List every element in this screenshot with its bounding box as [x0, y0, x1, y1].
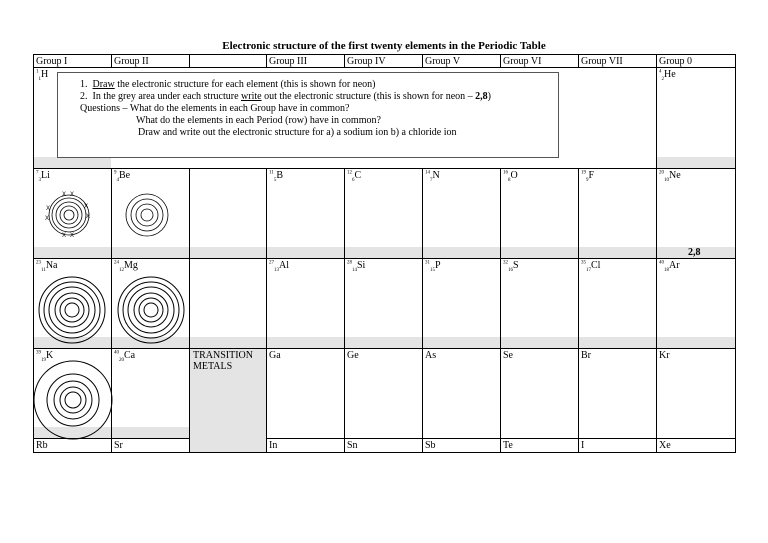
atomic-number: 18 — [664, 268, 669, 273]
element-Be — [114, 170, 130, 182]
group-header-1: Group I — [36, 56, 68, 67]
neon-answer: 2,8 — [688, 247, 701, 258]
atomic-number: 16 — [508, 268, 513, 273]
atomic-number: 10 — [664, 178, 669, 183]
element-O — [503, 170, 518, 182]
instruction-1-number: 1. — [80, 79, 88, 90]
group-header-6: Group VI — [503, 56, 542, 67]
element-As: As — [425, 350, 437, 361]
question-3: Draw and write out the electronic structure for a) a sodium ion b) a chloride ion — [138, 127, 457, 138]
element-symbol: F — [588, 170, 595, 181]
question-2: What do the elements in each Period (row) have in common? — [136, 115, 381, 126]
mass-number: 23 — [36, 260, 41, 266]
svg-text:X: X — [70, 233, 75, 239]
atomic-number: 9 — [586, 178, 589, 183]
svg-text:X: X — [86, 214, 91, 220]
element-symbol: Li — [41, 170, 50, 181]
element-Sn: Sn — [347, 440, 358, 451]
svg-text:X: X — [62, 233, 67, 239]
element-C — [347, 170, 361, 182]
mass-number: 39 — [36, 350, 41, 356]
mass-number: 40 — [114, 350, 119, 356]
instruction-2-neon-config: 2,8 — [475, 91, 488, 102]
mass-number: 16 — [503, 170, 508, 176]
element-symbol: Ar — [669, 260, 680, 271]
element-symbol: C — [354, 170, 362, 181]
element-S — [503, 260, 519, 272]
atomic-number: 14 — [352, 268, 357, 273]
element-Te: Te — [503, 440, 513, 451]
element-symbol: Na — [45, 260, 58, 271]
mass-number: 19 — [581, 170, 586, 176]
instruction-1-draw: Draw — [92, 79, 115, 90]
element-I: I — [581, 440, 585, 451]
atomic-number: 13 — [274, 268, 279, 273]
element-symbol: Si — [357, 260, 366, 271]
atomic-number: 4 — [116, 178, 119, 183]
atomic-number: 19 — [41, 358, 46, 363]
group-header-3: Group III — [269, 56, 308, 67]
mass-number: 14 — [425, 170, 430, 176]
element-Se: Se — [503, 350, 513, 361]
atomic-number: 17 — [586, 268, 591, 273]
element-symbol: Ca — [124, 350, 136, 361]
mass-number: 27 — [269, 260, 274, 266]
element-Ne — [659, 170, 681, 182]
atomic-number: 12 — [119, 268, 124, 273]
atomic-number: 15 — [430, 268, 435, 273]
instruction-2-number: 2. — [80, 91, 88, 102]
element-symbol: H — [41, 69, 49, 80]
element-Ca — [114, 350, 135, 362]
element-Ga: Ga — [269, 350, 281, 361]
mass-number: 24 — [114, 260, 119, 266]
element-Ar — [659, 260, 680, 272]
mass-number: 11 — [269, 170, 274, 176]
element-Al — [269, 260, 289, 272]
group-header-4: Group IV — [347, 56, 386, 67]
element-symbol: Be — [119, 170, 131, 181]
beryllium-shell-drawing — [122, 190, 172, 240]
atomic-number: 3 — [38, 178, 41, 183]
atomic-number: 6 — [352, 178, 355, 183]
svg-text:X: X — [84, 204, 89, 210]
group-header-2: Group II — [114, 56, 149, 67]
mass-number: 32 — [503, 260, 508, 266]
element-symbol: N — [432, 170, 440, 181]
element-symbol: K — [46, 350, 54, 361]
element-symbol: Al — [279, 260, 289, 271]
mass-number: 31 — [425, 260, 430, 266]
svg-text:X: X — [45, 216, 50, 222]
element-Sr: Sr — [114, 440, 123, 451]
element-symbol: Cl — [591, 260, 601, 271]
atomic-number: 5 — [273, 178, 277, 183]
potassium-shell-drawing — [33, 360, 113, 440]
element-Na — [36, 260, 58, 272]
question-1: Questions – What do the elements in each Group have in common? — [80, 103, 350, 114]
atomic-number: 8 — [508, 178, 511, 183]
mass-number: 4 — [659, 69, 662, 75]
element-symbol: He — [664, 69, 676, 80]
element-symbol: P — [435, 260, 441, 271]
element-In: In — [269, 440, 278, 451]
element-Rb: Rb — [36, 440, 48, 451]
element-Cl — [581, 260, 600, 272]
atomic-number: 2 — [661, 77, 664, 82]
element-symbol: S — [513, 260, 519, 271]
sodium-shell-drawing — [37, 275, 107, 345]
mass-number: 35 — [581, 260, 586, 266]
element-He — [659, 69, 676, 81]
element-Xe: Xe — [659, 440, 671, 451]
element-symbol: Ne — [669, 170, 681, 181]
element-symbol: O — [510, 170, 518, 181]
grey-area-row1-left — [34, 157, 111, 168]
atomic-number: 20 — [119, 358, 124, 363]
element-Li — [36, 170, 50, 182]
mass-number: 28 — [347, 260, 352, 266]
instruction-2-text-b: out the electronic structure (this is shown for neon – — [261, 91, 476, 102]
mass-number: 12 — [347, 170, 352, 176]
element-Kr: Kr — [659, 350, 670, 361]
lithium-shell-drawing — [44, 190, 94, 240]
element-F — [581, 170, 594, 182]
grey-area-row2 — [34, 247, 735, 258]
instructions-box — [57, 72, 559, 158]
instruction-2-text-a: In the grey area under each structure — [92, 91, 242, 102]
element-N — [425, 170, 440, 182]
atomic-number: 11 — [41, 268, 46, 273]
group-header-7: Group VII — [581, 56, 623, 67]
transition-metals-label: TRANSITION METALS — [193, 350, 253, 372]
element-symbol: Mg — [124, 260, 138, 271]
instruction-2-write: write — [241, 91, 262, 102]
group-header-0: Group 0 — [659, 56, 693, 67]
element-Br: Br — [581, 350, 591, 361]
magnesium-shell-drawing — [116, 275, 186, 345]
grey-area-row1-right — [657, 157, 735, 168]
atomic-number: 7 — [430, 178, 433, 183]
svg-text:X: X — [46, 206, 51, 212]
element-H — [36, 69, 48, 81]
element-P — [425, 260, 441, 272]
mass-number: 7 — [36, 170, 39, 176]
worksheet-title: Electronic structure of the first twenty elements in the Periodic Table — [222, 40, 546, 52]
group-header-5: Group V — [425, 56, 461, 67]
element-Ge: Ge — [347, 350, 359, 361]
instruction-2-close: ) — [487, 91, 491, 102]
atomic-number: 1 — [38, 77, 41, 82]
svg-text:X: X — [70, 192, 75, 198]
svg-text:X: X — [62, 192, 67, 198]
element-Si — [347, 260, 365, 272]
mass-number: 20 — [659, 170, 664, 176]
mass-number: 1 — [36, 69, 39, 75]
mass-number: 40 — [659, 260, 664, 266]
element-Mg — [114, 260, 138, 272]
element-symbol: B — [276, 170, 283, 181]
mass-number: 9 — [114, 170, 117, 176]
element-B — [269, 170, 283, 182]
instruction-1-text: the electronic structure for each element (this is shown for neon) — [114, 79, 376, 90]
element-Sb: Sb — [425, 440, 436, 451]
